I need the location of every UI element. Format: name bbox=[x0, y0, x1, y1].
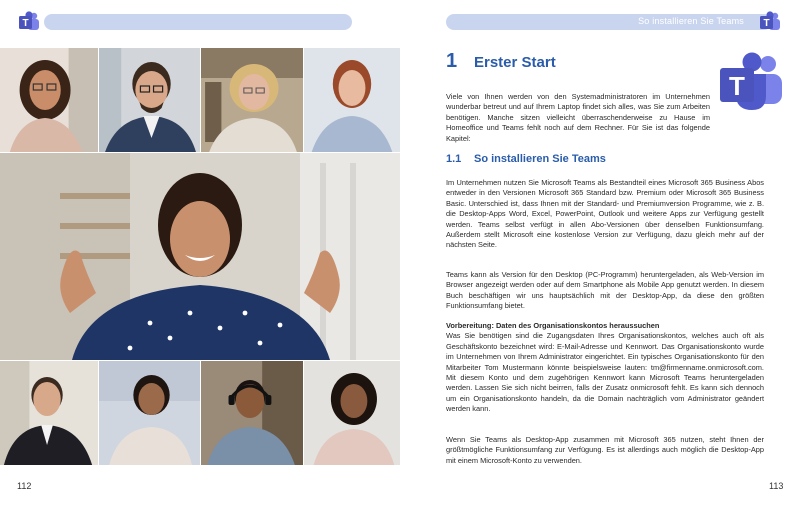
person-photo bbox=[201, 361, 303, 465]
body-paragraph: Teams kann als Version für den Desktop (PC-Programm) heruntergeladen, als Web-Version im Browser angezeigt werden oder auf dem Smartphone als Mobile App genutzt werden. In diesem Buch beschäftigen wir uns hauptsächlich mit der Desktop-App, da diese den größten Funktionsumfang bietet. bbox=[446, 270, 764, 311]
photo-tile bbox=[0, 361, 98, 465]
teams-logo-icon bbox=[17, 10, 41, 34]
section-title: So installieren Sie Teams bbox=[474, 153, 606, 165]
person-photo bbox=[201, 48, 303, 152]
person-photo bbox=[99, 361, 200, 465]
svg-text:T: T bbox=[763, 18, 770, 29]
info-box-heading: Vorbereitung: Daten des Organisationskontos heraussuchen bbox=[446, 321, 660, 330]
svg-text:T: T bbox=[729, 71, 745, 101]
person-photo bbox=[99, 48, 200, 152]
chapter-number: 1 bbox=[446, 50, 458, 72]
photo-tile bbox=[304, 361, 400, 465]
teams-logo-icon bbox=[758, 10, 782, 34]
person-photo bbox=[0, 361, 98, 465]
right-page bbox=[400, 0, 800, 505]
svg-text:T: T bbox=[22, 18, 29, 29]
photo-main bbox=[0, 153, 400, 360]
person-photo bbox=[304, 361, 400, 465]
page-number: 113 bbox=[769, 481, 784, 491]
info-box bbox=[446, 321, 764, 415]
running-header: So installieren Sie Teams bbox=[638, 16, 744, 26]
photo-tile bbox=[304, 48, 400, 152]
person-waving-photo bbox=[0, 153, 400, 360]
person-photo bbox=[304, 48, 400, 152]
teams-logo-icon bbox=[718, 52, 784, 114]
chapter-title: Erster Start bbox=[474, 54, 556, 71]
photo-tile bbox=[99, 361, 200, 465]
photo-tile bbox=[201, 361, 303, 465]
page-number: 112 bbox=[17, 481, 32, 491]
intro-paragraph: Viele von Ihnen werden von den Systemadministratoren im Unternehmen wunderbar betreut und auf Ihrem Laptop findet sich alles, was Sie zum Arbeiten benötigen. Manche sitzen vielleicht überraschenderweise zu Hause im Homeoffice und Teams fehlt noch auf dem Rechner. Für Sie ist das folgende Kapitel: bbox=[446, 92, 710, 143]
section-number: 1.1 bbox=[446, 153, 462, 165]
body-paragraph: Im Unternehmen nutzen Sie Microsoft Teams als Bestandteil eines Microsoft 365 Business Abos entweder in den Versionen Microsoft 365 Standard bzw. Premium oder Microsoft 365 Business Basic. Unterschied ist, dass Ihnen mit der Standard- und Premiumversion Programme, wie z. B. die Desktop-Apps Word, Excel, PowerPoint, Outlook und weitere Apps zur Verfügung gestellt werden. Teams selbst verfügt in allen Abo-Versionen über denselben Funktionsumfang. Außerdem stellt Microsoft eine kostenlose Version zur Verfügung, dazu gleich mehr auf der nächsten Seite. bbox=[446, 178, 764, 250]
photo-tile bbox=[99, 48, 200, 152]
info-box-text: Was Sie benötigen sind die Zugangsdaten Ihres Organisationskontos, welches auch oft als Geschäftskonto bezeichnet wird: E-Mail-Adresse und Kennwort. Das Organisationskonto wurde im Unternehmen von Ihrem Administrator eingerichtet. Ein typisches Organisationskonto für den Mitarbeiter Tom Mustermann könnte beispielsweise lauten: tm@firmenname.onmicrosoft.com. Mit diesem Konto und dem zugehörigen Kennwort kann Microsoft Teams heruntergeladen werden. Lassen Sie sich nicht beirren, falls der Zusatz onmicrosoft fehlt. Es kann sich dennoch um ein Organisationskonto handeln, da die Domain nachträglich vom Administrator geändert werden kann. bbox=[446, 331, 764, 414]
person-photo bbox=[0, 48, 98, 152]
photo-tile bbox=[201, 48, 303, 152]
header-bar bbox=[446, 14, 772, 30]
body-paragraph: Wenn Sie Teams als Desktop-App zusammen mit Microsoft 365 nutzen, steht Ihnen der größtmögliche Funktionsumfang zur Verfügung. Es ist allerdings auch möglich die Desktop-App mit einem Microsoft-Konto zu verwenden. bbox=[446, 435, 764, 465]
photo-tile bbox=[0, 48, 98, 152]
header-bar bbox=[44, 14, 352, 30]
